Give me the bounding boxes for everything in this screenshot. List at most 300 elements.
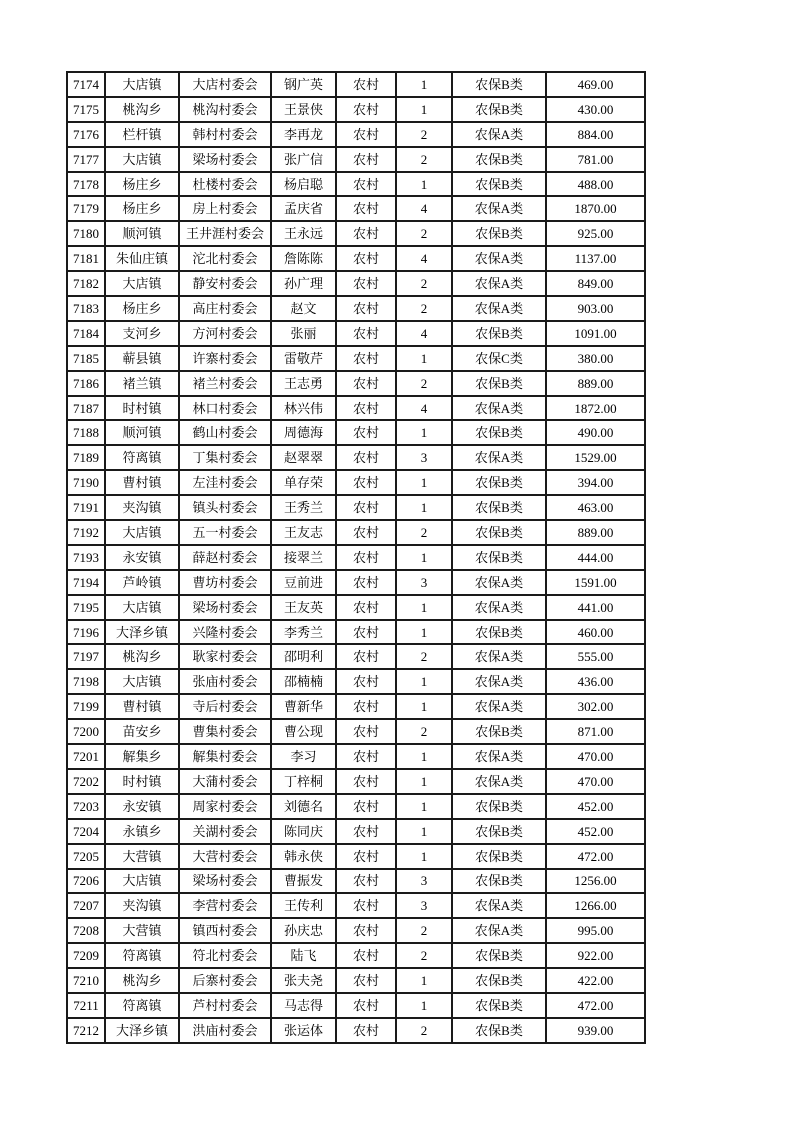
cell-serial: 7203 bbox=[67, 794, 105, 819]
cell-residence-type: 农村 bbox=[336, 769, 396, 794]
cell-person-name: 陈同庆 bbox=[271, 819, 336, 844]
cell-residence-type: 农村 bbox=[336, 794, 396, 819]
table-row bbox=[67, 694, 645, 719]
table-row bbox=[67, 1018, 645, 1043]
cell-residence-type: 农村 bbox=[336, 396, 396, 421]
cell-person-name: 王秀兰 bbox=[271, 495, 336, 520]
cell-person-count: 2 bbox=[396, 147, 452, 172]
cell-village-committee: 林口村委会 bbox=[179, 396, 271, 421]
cell-person-count: 1 bbox=[396, 346, 452, 371]
cell-town: 大泽乡镇 bbox=[105, 620, 179, 645]
cell-person-name: 张广信 bbox=[271, 147, 336, 172]
cell-person-count: 2 bbox=[396, 943, 452, 968]
cell-person-count: 1 bbox=[396, 844, 452, 869]
cell-town: 大店镇 bbox=[105, 520, 179, 545]
cell-residence-type: 农村 bbox=[336, 644, 396, 669]
table-row bbox=[67, 595, 645, 620]
cell-insurance-class: 农保A类 bbox=[452, 570, 546, 595]
cell-person-name: 曹公现 bbox=[271, 719, 336, 744]
table-row bbox=[67, 943, 645, 968]
cell-residence-type: 农村 bbox=[336, 172, 396, 197]
cell-serial: 7212 bbox=[67, 1018, 105, 1043]
cell-village-committee: 兴隆村委会 bbox=[179, 620, 271, 645]
table-row bbox=[67, 620, 645, 645]
cell-person-name: 王传利 bbox=[271, 893, 336, 918]
social-insurance-payment-table bbox=[66, 71, 646, 1044]
cell-residence-type: 农村 bbox=[336, 943, 396, 968]
cell-town: 时村镇 bbox=[105, 396, 179, 421]
cell-residence-type: 农村 bbox=[336, 819, 396, 844]
cell-person-count: 2 bbox=[396, 371, 452, 396]
cell-residence-type: 农村 bbox=[336, 296, 396, 321]
table-row bbox=[67, 147, 645, 172]
table-row bbox=[67, 72, 645, 97]
cell-person-count: 3 bbox=[396, 893, 452, 918]
cell-residence-type: 农村 bbox=[336, 968, 396, 993]
cell-amount: 460.00 bbox=[546, 620, 645, 645]
cell-insurance-class: 农保A类 bbox=[452, 644, 546, 669]
cell-person-name: 詹陈陈 bbox=[271, 246, 336, 271]
cell-village-committee: 耿家村委会 bbox=[179, 644, 271, 669]
cell-residence-type: 农村 bbox=[336, 122, 396, 147]
cell-amount: 939.00 bbox=[546, 1018, 645, 1043]
table-row bbox=[67, 172, 645, 197]
cell-person-count: 1 bbox=[396, 495, 452, 520]
cell-person-name: 邵明利 bbox=[271, 644, 336, 669]
cell-insurance-class: 农保A类 bbox=[452, 296, 546, 321]
cell-village-committee: 左洼村委会 bbox=[179, 470, 271, 495]
cell-town: 苗安乡 bbox=[105, 719, 179, 744]
cell-person-count: 2 bbox=[396, 918, 452, 943]
table-row bbox=[67, 321, 645, 346]
cell-amount: 889.00 bbox=[546, 371, 645, 396]
cell-village-committee: 李营村委会 bbox=[179, 893, 271, 918]
cell-amount: 469.00 bbox=[546, 72, 645, 97]
table-row bbox=[67, 470, 645, 495]
table-row bbox=[67, 918, 645, 943]
cell-person-name: 单存荣 bbox=[271, 470, 336, 495]
cell-amount: 995.00 bbox=[546, 918, 645, 943]
cell-person-count: 4 bbox=[396, 396, 452, 421]
cell-residence-type: 农村 bbox=[336, 570, 396, 595]
cell-amount: 463.00 bbox=[546, 495, 645, 520]
cell-town: 曹村镇 bbox=[105, 470, 179, 495]
cell-serial: 7183 bbox=[67, 296, 105, 321]
cell-residence-type: 农村 bbox=[336, 346, 396, 371]
cell-residence-type: 农村 bbox=[336, 271, 396, 296]
cell-serial: 7197 bbox=[67, 644, 105, 669]
cell-person-name: 王永远 bbox=[271, 221, 336, 246]
table-row bbox=[67, 97, 645, 122]
cell-village-committee: 镇头村委会 bbox=[179, 495, 271, 520]
cell-person-name: 李习 bbox=[271, 744, 336, 769]
cell-person-name: 张运体 bbox=[271, 1018, 336, 1043]
cell-person-count: 1 bbox=[396, 993, 452, 1018]
cell-residence-type: 农村 bbox=[336, 520, 396, 545]
cell-person-name: 赵文 bbox=[271, 296, 336, 321]
cell-person-name: 周德海 bbox=[271, 420, 336, 445]
cell-amount: 380.00 bbox=[546, 346, 645, 371]
cell-serial: 7209 bbox=[67, 943, 105, 968]
cell-village-committee: 周家村委会 bbox=[179, 794, 271, 819]
table-row bbox=[67, 296, 645, 321]
cell-residence-type: 农村 bbox=[336, 1018, 396, 1043]
cell-insurance-class: 农保B类 bbox=[452, 819, 546, 844]
cell-insurance-class: 农保B类 bbox=[452, 221, 546, 246]
cell-insurance-class: 农保A类 bbox=[452, 694, 546, 719]
table-row bbox=[67, 644, 645, 669]
cell-village-committee: 大蒲村委会 bbox=[179, 769, 271, 794]
cell-serial: 7192 bbox=[67, 520, 105, 545]
cell-person-name: 刘德名 bbox=[271, 794, 336, 819]
cell-serial: 7188 bbox=[67, 420, 105, 445]
cell-person-count: 2 bbox=[396, 122, 452, 147]
cell-person-count: 3 bbox=[396, 869, 452, 894]
cell-village-committee: 王井涯村委会 bbox=[179, 221, 271, 246]
cell-person-count: 2 bbox=[396, 520, 452, 545]
cell-residence-type: 农村 bbox=[336, 147, 396, 172]
cell-residence-type: 农村 bbox=[336, 470, 396, 495]
cell-person-name: 孙庆忠 bbox=[271, 918, 336, 943]
cell-person-count: 2 bbox=[396, 271, 452, 296]
cell-town: 大店镇 bbox=[105, 147, 179, 172]
cell-person-count: 1 bbox=[396, 794, 452, 819]
cell-person-count: 1 bbox=[396, 669, 452, 694]
cell-insurance-class: 农保A类 bbox=[452, 595, 546, 620]
cell-serial: 7187 bbox=[67, 396, 105, 421]
cell-amount: 849.00 bbox=[546, 271, 645, 296]
table-row bbox=[67, 744, 645, 769]
cell-person-name: 马志得 bbox=[271, 993, 336, 1018]
cell-village-committee: 薛赵村委会 bbox=[179, 545, 271, 570]
cell-serial: 7189 bbox=[67, 445, 105, 470]
cell-town: 大店镇 bbox=[105, 869, 179, 894]
cell-town: 蕲县镇 bbox=[105, 346, 179, 371]
cell-person-name: 丁梓桐 bbox=[271, 769, 336, 794]
cell-insurance-class: 农保A类 bbox=[452, 246, 546, 271]
cell-town: 大店镇 bbox=[105, 595, 179, 620]
cell-residence-type: 农村 bbox=[336, 844, 396, 869]
cell-village-committee: 杜楼村委会 bbox=[179, 172, 271, 197]
cell-person-name: 王景侠 bbox=[271, 97, 336, 122]
cell-insurance-class: 农保A类 bbox=[452, 396, 546, 421]
cell-person-count: 1 bbox=[396, 968, 452, 993]
cell-town: 顺河镇 bbox=[105, 221, 179, 246]
cell-town: 大营镇 bbox=[105, 844, 179, 869]
cell-serial: 7196 bbox=[67, 620, 105, 645]
cell-person-count: 1 bbox=[396, 620, 452, 645]
cell-person-name: 豆前进 bbox=[271, 570, 336, 595]
cell-serial: 7201 bbox=[67, 744, 105, 769]
table-body bbox=[67, 72, 645, 1043]
table-row bbox=[67, 495, 645, 520]
cell-person-name: 陆飞 bbox=[271, 943, 336, 968]
table-row bbox=[67, 420, 645, 445]
cell-village-committee: 曹集村委会 bbox=[179, 719, 271, 744]
cell-insurance-class: 农保B类 bbox=[452, 172, 546, 197]
cell-residence-type: 农村 bbox=[336, 869, 396, 894]
cell-insurance-class: 农保B类 bbox=[452, 371, 546, 396]
cell-town: 大店镇 bbox=[105, 72, 179, 97]
cell-town: 栏杆镇 bbox=[105, 122, 179, 147]
cell-amount: 1872.00 bbox=[546, 396, 645, 421]
cell-insurance-class: 农保B类 bbox=[452, 72, 546, 97]
cell-residence-type: 农村 bbox=[336, 321, 396, 346]
cell-person-name: 张夫尧 bbox=[271, 968, 336, 993]
cell-town: 符离镇 bbox=[105, 993, 179, 1018]
cell-insurance-class: 农保B类 bbox=[452, 943, 546, 968]
table-row bbox=[67, 346, 645, 371]
table-row bbox=[67, 520, 645, 545]
cell-insurance-class: 农保B类 bbox=[452, 1018, 546, 1043]
table-row bbox=[67, 669, 645, 694]
cell-town: 夹沟镇 bbox=[105, 893, 179, 918]
cell-person-name: 曹振发 bbox=[271, 869, 336, 894]
cell-town: 时村镇 bbox=[105, 769, 179, 794]
cell-town: 桃沟乡 bbox=[105, 644, 179, 669]
cell-amount: 1591.00 bbox=[546, 570, 645, 595]
cell-village-committee: 房上村委会 bbox=[179, 196, 271, 221]
cell-person-name: 李秀兰 bbox=[271, 620, 336, 645]
table-row bbox=[67, 819, 645, 844]
cell-person-count: 3 bbox=[396, 570, 452, 595]
table-row bbox=[67, 246, 645, 271]
cell-residence-type: 农村 bbox=[336, 545, 396, 570]
cell-serial: 7175 bbox=[67, 97, 105, 122]
cell-person-name: 曹新华 bbox=[271, 694, 336, 719]
cell-insurance-class: 农保A类 bbox=[452, 918, 546, 943]
cell-village-committee: 丁集村委会 bbox=[179, 445, 271, 470]
cell-town: 朱仙庄镇 bbox=[105, 246, 179, 271]
table-row bbox=[67, 844, 645, 869]
cell-village-committee: 大营村委会 bbox=[179, 844, 271, 869]
cell-amount: 490.00 bbox=[546, 420, 645, 445]
cell-serial: 7200 bbox=[67, 719, 105, 744]
table-row bbox=[67, 545, 645, 570]
cell-person-name: 张丽 bbox=[271, 321, 336, 346]
cell-insurance-class: 农保B类 bbox=[452, 520, 546, 545]
cell-amount: 422.00 bbox=[546, 968, 645, 993]
cell-residence-type: 农村 bbox=[336, 993, 396, 1018]
cell-person-name: 雷敬芹 bbox=[271, 346, 336, 371]
cell-insurance-class: 农保C类 bbox=[452, 346, 546, 371]
cell-amount: 394.00 bbox=[546, 470, 645, 495]
cell-amount: 781.00 bbox=[546, 147, 645, 172]
cell-amount: 884.00 bbox=[546, 122, 645, 147]
cell-amount: 302.00 bbox=[546, 694, 645, 719]
cell-amount: 871.00 bbox=[546, 719, 645, 744]
cell-town: 大店镇 bbox=[105, 271, 179, 296]
cell-village-committee: 解集村委会 bbox=[179, 744, 271, 769]
cell-person-count: 4 bbox=[396, 246, 452, 271]
cell-village-committee: 曹坊村委会 bbox=[179, 570, 271, 595]
cell-serial: 7205 bbox=[67, 844, 105, 869]
cell-person-count: 1 bbox=[396, 694, 452, 719]
cell-person-count: 1 bbox=[396, 595, 452, 620]
cell-person-name: 孟庆省 bbox=[271, 196, 336, 221]
table-row bbox=[67, 968, 645, 993]
cell-person-count: 1 bbox=[396, 819, 452, 844]
cell-residence-type: 农村 bbox=[336, 694, 396, 719]
cell-insurance-class: 农保A类 bbox=[452, 445, 546, 470]
cell-town: 杨庄乡 bbox=[105, 296, 179, 321]
cell-serial: 7194 bbox=[67, 570, 105, 595]
cell-amount: 1256.00 bbox=[546, 869, 645, 894]
cell-serial: 7190 bbox=[67, 470, 105, 495]
cell-amount: 1529.00 bbox=[546, 445, 645, 470]
cell-town: 曹村镇 bbox=[105, 694, 179, 719]
cell-person-count: 2 bbox=[396, 719, 452, 744]
cell-insurance-class: 农保B类 bbox=[452, 993, 546, 1018]
cell-serial: 7210 bbox=[67, 968, 105, 993]
cell-residence-type: 农村 bbox=[336, 445, 396, 470]
cell-town: 大营镇 bbox=[105, 918, 179, 943]
cell-village-committee: 韩村村委会 bbox=[179, 122, 271, 147]
cell-serial: 7174 bbox=[67, 72, 105, 97]
cell-person-count: 1 bbox=[396, 72, 452, 97]
cell-insurance-class: 农保B类 bbox=[452, 844, 546, 869]
cell-village-committee: 张庙村委会 bbox=[179, 669, 271, 694]
cell-insurance-class: 农保B类 bbox=[452, 321, 546, 346]
cell-insurance-class: 农保B类 bbox=[452, 470, 546, 495]
cell-serial: 7179 bbox=[67, 196, 105, 221]
cell-serial: 7204 bbox=[67, 819, 105, 844]
cell-insurance-class: 农保B类 bbox=[452, 495, 546, 520]
cell-residence-type: 农村 bbox=[336, 72, 396, 97]
cell-person-count: 1 bbox=[396, 420, 452, 445]
cell-village-committee: 洪庙村委会 bbox=[179, 1018, 271, 1043]
cell-town: 褚兰镇 bbox=[105, 371, 179, 396]
cell-town: 永镇乡 bbox=[105, 819, 179, 844]
cell-person-name: 王友英 bbox=[271, 595, 336, 620]
cell-village-committee: 褚兰村委会 bbox=[179, 371, 271, 396]
cell-amount: 889.00 bbox=[546, 520, 645, 545]
cell-amount: 922.00 bbox=[546, 943, 645, 968]
cell-town: 永安镇 bbox=[105, 545, 179, 570]
cell-residence-type: 农村 bbox=[336, 246, 396, 271]
cell-person-name: 李再龙 bbox=[271, 122, 336, 147]
cell-insurance-class: 农保A类 bbox=[452, 893, 546, 918]
cell-person-name: 钢广英 bbox=[271, 72, 336, 97]
cell-town: 芦岭镇 bbox=[105, 570, 179, 595]
table-row bbox=[67, 371, 645, 396]
cell-residence-type: 农村 bbox=[336, 97, 396, 122]
table-row bbox=[67, 893, 645, 918]
table-row bbox=[67, 869, 645, 894]
cell-serial: 7206 bbox=[67, 869, 105, 894]
cell-insurance-class: 农保A类 bbox=[452, 744, 546, 769]
cell-amount: 903.00 bbox=[546, 296, 645, 321]
cell-person-name: 邵楠楠 bbox=[271, 669, 336, 694]
cell-person-count: 4 bbox=[396, 196, 452, 221]
cell-residence-type: 农村 bbox=[336, 221, 396, 246]
cell-residence-type: 农村 bbox=[336, 893, 396, 918]
cell-residence-type: 农村 bbox=[336, 744, 396, 769]
cell-person-name: 接翠兰 bbox=[271, 545, 336, 570]
table-row bbox=[67, 769, 645, 794]
cell-residence-type: 农村 bbox=[336, 669, 396, 694]
cell-residence-type: 农村 bbox=[336, 371, 396, 396]
table-row bbox=[67, 719, 645, 744]
cell-serial: 7202 bbox=[67, 769, 105, 794]
cell-insurance-class: 农保B类 bbox=[452, 794, 546, 819]
table-row bbox=[67, 221, 645, 246]
cell-serial: 7198 bbox=[67, 669, 105, 694]
cell-insurance-class: 农保A类 bbox=[452, 122, 546, 147]
cell-person-count: 3 bbox=[396, 445, 452, 470]
cell-town: 夹沟镇 bbox=[105, 495, 179, 520]
cell-village-committee: 高庄村委会 bbox=[179, 296, 271, 321]
cell-village-committee: 沱北村委会 bbox=[179, 246, 271, 271]
cell-person-count: 1 bbox=[396, 172, 452, 197]
cell-amount: 444.00 bbox=[546, 545, 645, 570]
cell-town: 解集乡 bbox=[105, 744, 179, 769]
cell-serial: 7180 bbox=[67, 221, 105, 246]
cell-amount: 470.00 bbox=[546, 769, 645, 794]
cell-village-committee: 桃沟村委会 bbox=[179, 97, 271, 122]
cell-town: 大店镇 bbox=[105, 669, 179, 694]
cell-village-committee: 梁场村委会 bbox=[179, 147, 271, 172]
cell-person-count: 1 bbox=[396, 744, 452, 769]
cell-serial: 7207 bbox=[67, 893, 105, 918]
cell-serial: 7211 bbox=[67, 993, 105, 1018]
cell-village-committee: 梁场村委会 bbox=[179, 595, 271, 620]
cell-person-count: 2 bbox=[396, 221, 452, 246]
cell-town: 杨庄乡 bbox=[105, 172, 179, 197]
cell-residence-type: 农村 bbox=[336, 420, 396, 445]
cell-village-committee: 关湖村委会 bbox=[179, 819, 271, 844]
cell-serial: 7184 bbox=[67, 321, 105, 346]
cell-insurance-class: 农保B类 bbox=[452, 147, 546, 172]
cell-residence-type: 农村 bbox=[336, 595, 396, 620]
cell-town: 永安镇 bbox=[105, 794, 179, 819]
cell-village-committee: 方河村委会 bbox=[179, 321, 271, 346]
cell-person-name: 林兴伟 bbox=[271, 396, 336, 421]
table-row bbox=[67, 993, 645, 1018]
cell-amount: 452.00 bbox=[546, 794, 645, 819]
cell-amount: 470.00 bbox=[546, 744, 645, 769]
cell-serial: 7178 bbox=[67, 172, 105, 197]
cell-serial: 7177 bbox=[67, 147, 105, 172]
cell-serial: 7191 bbox=[67, 495, 105, 520]
cell-residence-type: 农村 bbox=[336, 495, 396, 520]
cell-serial: 7186 bbox=[67, 371, 105, 396]
cell-amount: 430.00 bbox=[546, 97, 645, 122]
cell-village-committee: 五一村委会 bbox=[179, 520, 271, 545]
cell-insurance-class: 农保A类 bbox=[452, 769, 546, 794]
cell-amount: 436.00 bbox=[546, 669, 645, 694]
cell-amount: 488.00 bbox=[546, 172, 645, 197]
cell-amount: 441.00 bbox=[546, 595, 645, 620]
cell-amount: 472.00 bbox=[546, 844, 645, 869]
cell-residence-type: 农村 bbox=[336, 918, 396, 943]
cell-serial: 7208 bbox=[67, 918, 105, 943]
cell-village-committee: 许寨村委会 bbox=[179, 346, 271, 371]
cell-town: 顺河镇 bbox=[105, 420, 179, 445]
cell-insurance-class: 农保A类 bbox=[452, 196, 546, 221]
cell-person-count: 2 bbox=[396, 1018, 452, 1043]
table-row bbox=[67, 396, 645, 421]
table-row bbox=[67, 122, 645, 147]
cell-village-committee: 镇西村委会 bbox=[179, 918, 271, 943]
table-row bbox=[67, 794, 645, 819]
cell-town: 支河乡 bbox=[105, 321, 179, 346]
cell-amount: 1266.00 bbox=[546, 893, 645, 918]
cell-person-name: 韩永侠 bbox=[271, 844, 336, 869]
cell-serial: 7195 bbox=[67, 595, 105, 620]
cell-person-name: 杨启聪 bbox=[271, 172, 336, 197]
cell-insurance-class: 农保B类 bbox=[452, 719, 546, 744]
